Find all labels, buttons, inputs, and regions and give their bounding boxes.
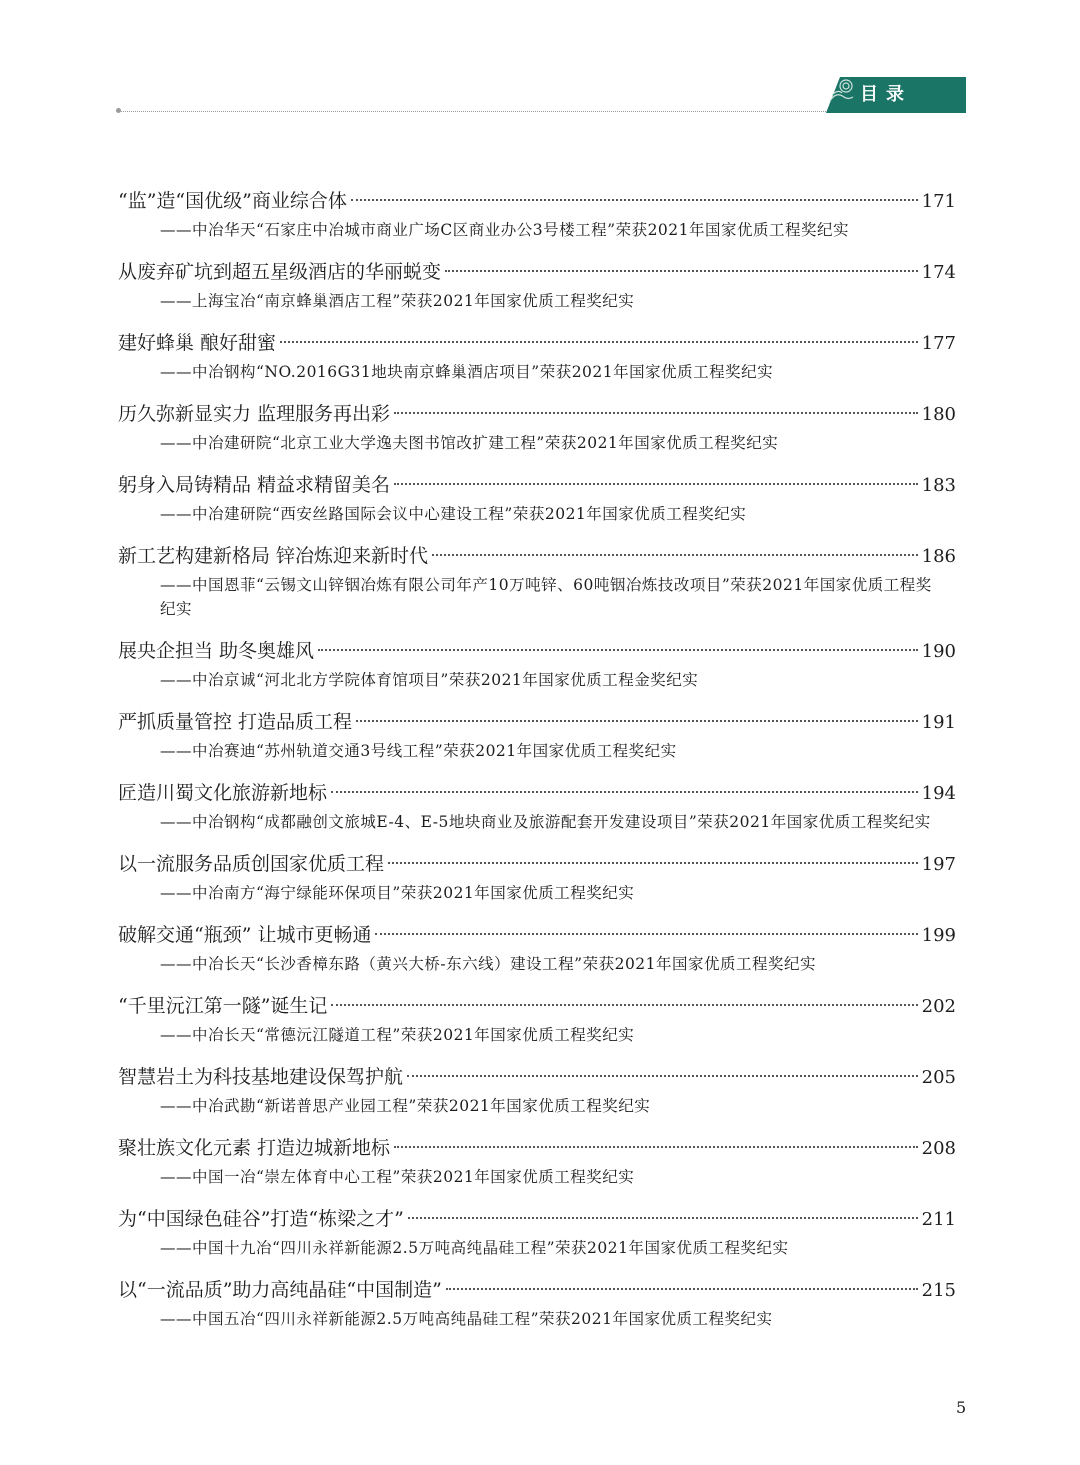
- toc-entry-title-line: [118, 1273, 956, 1307]
- toc-entry-page: 174: [921, 262, 956, 283]
- dot-leader: [351, 199, 918, 201]
- toc-entry[interactable]: [118, 184, 956, 242]
- toc-entry-title-line: [118, 1131, 956, 1165]
- toc-entry[interactable]: [118, 1060, 956, 1118]
- toc-entry-subtitle: ——中冶南方“海宁绿能环保项目”荣获2021年国家优质工程奖纪实: [160, 884, 635, 902]
- toc-entry[interactable]: [118, 468, 956, 526]
- toc-entry-page: 208: [921, 1138, 956, 1159]
- toc-entry-title[interactable]: 展央企担当 助冬奥雄风: [118, 640, 315, 662]
- toc-entry-title-line: [118, 918, 956, 952]
- toc-entry-subtitle: ——中冶赛迪“苏州轨道交通3号线工程”荣获2021年国家优质工程奖纪实: [160, 742, 677, 760]
- toc-entry-title[interactable]: “监”造“国优级”商业综合体: [118, 190, 347, 212]
- toc-entry-page: 177: [921, 333, 956, 354]
- page-number: 5: [956, 1398, 967, 1417]
- toc-entry-page: 197: [921, 854, 956, 875]
- dot-leader: [432, 554, 918, 556]
- toc-entry-title[interactable]: “千里沅江第一隧”诞生记: [118, 995, 328, 1017]
- section-tab: [826, 77, 966, 113]
- toc-entry-title-line: [118, 326, 956, 360]
- toc-entry-title[interactable]: 新工艺构建新格局 锌冶炼迎来新时代: [118, 545, 429, 567]
- toc-entry-page: 180: [921, 404, 956, 425]
- toc-entry[interactable]: [118, 989, 956, 1047]
- toc-entry-page: 183: [921, 475, 956, 496]
- toc-entry-title[interactable]: 以“一流品质”助力高纯晶硅“中国制造”: [118, 1279, 442, 1301]
- toc-entry-page: 194: [921, 783, 956, 804]
- toc-entry-title-line: [118, 184, 956, 218]
- toc-entry-page: 191: [921, 712, 956, 733]
- toc-entry-title-line: [118, 634, 956, 668]
- toc-entry-subtitle: ——中冶华天“石家庄中冶城市商业广场C区商业办公3号楼工程”荣获2021年国家优质工程奖纪实: [160, 221, 850, 239]
- toc-entry-title[interactable]: 破解交通“瓶颈” 让城市更畅通: [118, 924, 372, 946]
- toc-entry[interactable]: [118, 705, 956, 763]
- toc-entry-subtitle: ——中冶钢构“成都融创文旅城E-4、E-5地块商业及旅游配套开发建设项目”荣获2021年国家优质工程奖纪实: [160, 813, 931, 831]
- toc-entry-page: 190: [921, 641, 956, 662]
- toc-entry-page: 211: [921, 1209, 956, 1230]
- toc-entry-page: 186: [921, 546, 956, 567]
- toc-entry[interactable]: [118, 776, 956, 834]
- toc-entry-page: 199: [921, 925, 956, 946]
- toc-entry[interactable]: [118, 847, 956, 905]
- toc-entry-subtitle: ——中国一冶“崇左体育中心工程”荣获2021年国家优质工程奖纪实: [160, 1168, 635, 1186]
- toc-entry[interactable]: [118, 326, 956, 384]
- toc-entry-title-line: [118, 705, 956, 739]
- dot-leader: [394, 483, 918, 485]
- toc-entry[interactable]: [118, 918, 956, 976]
- toc-entry-title-line: [118, 776, 956, 810]
- toc-entry[interactable]: [118, 539, 956, 621]
- dot-leader: [280, 341, 918, 343]
- toc-entry[interactable]: [118, 255, 956, 313]
- dot-leader: [394, 412, 918, 414]
- toc-entry-title[interactable]: 以一流服务品质创国家优质工程: [118, 853, 385, 875]
- toc-entry[interactable]: [118, 1202, 956, 1260]
- toc-entry-title-line: [118, 255, 956, 289]
- toc-entry-title-line: [118, 847, 956, 881]
- dot-leader: [408, 1217, 918, 1219]
- toc-entry-title-line: [118, 539, 956, 573]
- toc-entry-page: 202: [921, 996, 956, 1017]
- toc-entry[interactable]: [118, 634, 956, 692]
- toc-entry-subtitle: ——中冶京诚“河北北方学院体育馆项目”荣获2021年国家优质工程金奖纪实: [160, 671, 699, 689]
- dot-leader: [375, 933, 917, 935]
- dot-leader: [388, 862, 918, 864]
- toc-entry[interactable]: [118, 397, 956, 455]
- table-of-contents: [118, 184, 956, 1344]
- ornament-icon: [826, 77, 856, 105]
- toc-entry-title[interactable]: 建好蜂巢 酿好甜蜜: [118, 332, 277, 354]
- toc-entry-subtitle: ——中国十九冶“四川永祥新能源2.5万吨高纯晶硅工程”荣获2021年国家优质工程奖纪实: [160, 1239, 789, 1257]
- toc-entry-title-line: [118, 1202, 956, 1236]
- dot-leader: [446, 1288, 918, 1290]
- toc-entry-title[interactable]: 智慧岩土为科技基地建设保驾护航: [118, 1066, 404, 1088]
- toc-entry-subtitle: ——中冶建研院“北京工业大学逸夫图书馆改扩建工程”荣获2021年国家优质工程奖纪实: [160, 434, 779, 452]
- toc-entry-subtitle: ——上海宝冶“南京蜂巢酒店工程”荣获2021年国家优质工程奖纪实: [160, 292, 635, 310]
- header-rule: [118, 111, 828, 112]
- toc-entry-title-line: [118, 989, 956, 1023]
- toc-entry-title-line: [118, 397, 956, 431]
- toc-entry-title[interactable]: 聚壮族文化元素 打造边城新地标: [118, 1137, 391, 1159]
- section-title: 目录: [860, 84, 912, 105]
- dot-leader: [445, 270, 918, 272]
- toc-entry-title-line: [118, 1060, 956, 1094]
- toc-entry-title[interactable]: 从废弃矿坑到超五星级酒店的华丽蜕变: [118, 261, 442, 283]
- dot-leader: [407, 1075, 918, 1077]
- toc-entry-subtitle: ——中冶武勘“新诺普思产业园工程”荣获2021年国家优质工程奖纪实: [160, 1097, 651, 1115]
- toc-entry-title[interactable]: 躬身入局铸精品 精益求精留美名: [118, 474, 391, 496]
- toc-entry-subtitle: ——中国恩菲“云锡文山锌铟冶炼有限公司年产10万吨锌、60吨铟冶炼技改项目”荣获2021年国家优质工程奖纪实: [160, 576, 932, 618]
- toc-entry-page: 215: [921, 1280, 956, 1301]
- toc-entry-subtitle: ——中冶建研院“西安丝路国际会议中心建设工程”荣获2021年国家优质工程奖纪实: [160, 505, 747, 523]
- toc-entry-title[interactable]: 匠造川蜀文化旅游新地标: [118, 782, 328, 804]
- dot-leader: [394, 1146, 918, 1148]
- toc-entry-subtitle: ——中冶长天“常德沅江隧道工程”荣获2021年国家优质工程奖纪实: [160, 1026, 635, 1044]
- dot-leader: [331, 1004, 917, 1006]
- toc-entry-title[interactable]: 严抓质量管控 打造品质工程: [118, 711, 353, 733]
- toc-entry-subtitle: ——中冶钢构“NO.2016G31地块南京蜂巢酒店项目”荣获2021年国家优质工程奖纪实: [160, 363, 774, 381]
- toc-entry-title-line: [118, 468, 956, 502]
- toc-entry[interactable]: [118, 1131, 956, 1189]
- toc-entry-subtitle: ——中冶长天“长沙香樟东路（黄兴大桥-东六线）建设工程”荣获2021年国家优质工程奖纪实: [160, 955, 817, 973]
- toc-entry-subtitle: ——中国五冶“四川永祥新能源2.5万吨高纯晶硅工程”荣获2021年国家优质工程奖纪实: [160, 1310, 773, 1328]
- toc-entry-page: 205: [921, 1067, 956, 1088]
- dot-leader: [318, 649, 918, 651]
- dot-leader: [356, 720, 918, 722]
- dot-leader: [331, 791, 918, 793]
- toc-entry[interactable]: [118, 1273, 956, 1331]
- toc-entry-page: 171: [921, 191, 956, 212]
- toc-entry-title[interactable]: 为“中国绿色硅谷”打造“栋梁之才”: [118, 1208, 404, 1230]
- toc-entry-title[interactable]: 历久弥新显实力 监理服务再出彩: [118, 403, 391, 425]
